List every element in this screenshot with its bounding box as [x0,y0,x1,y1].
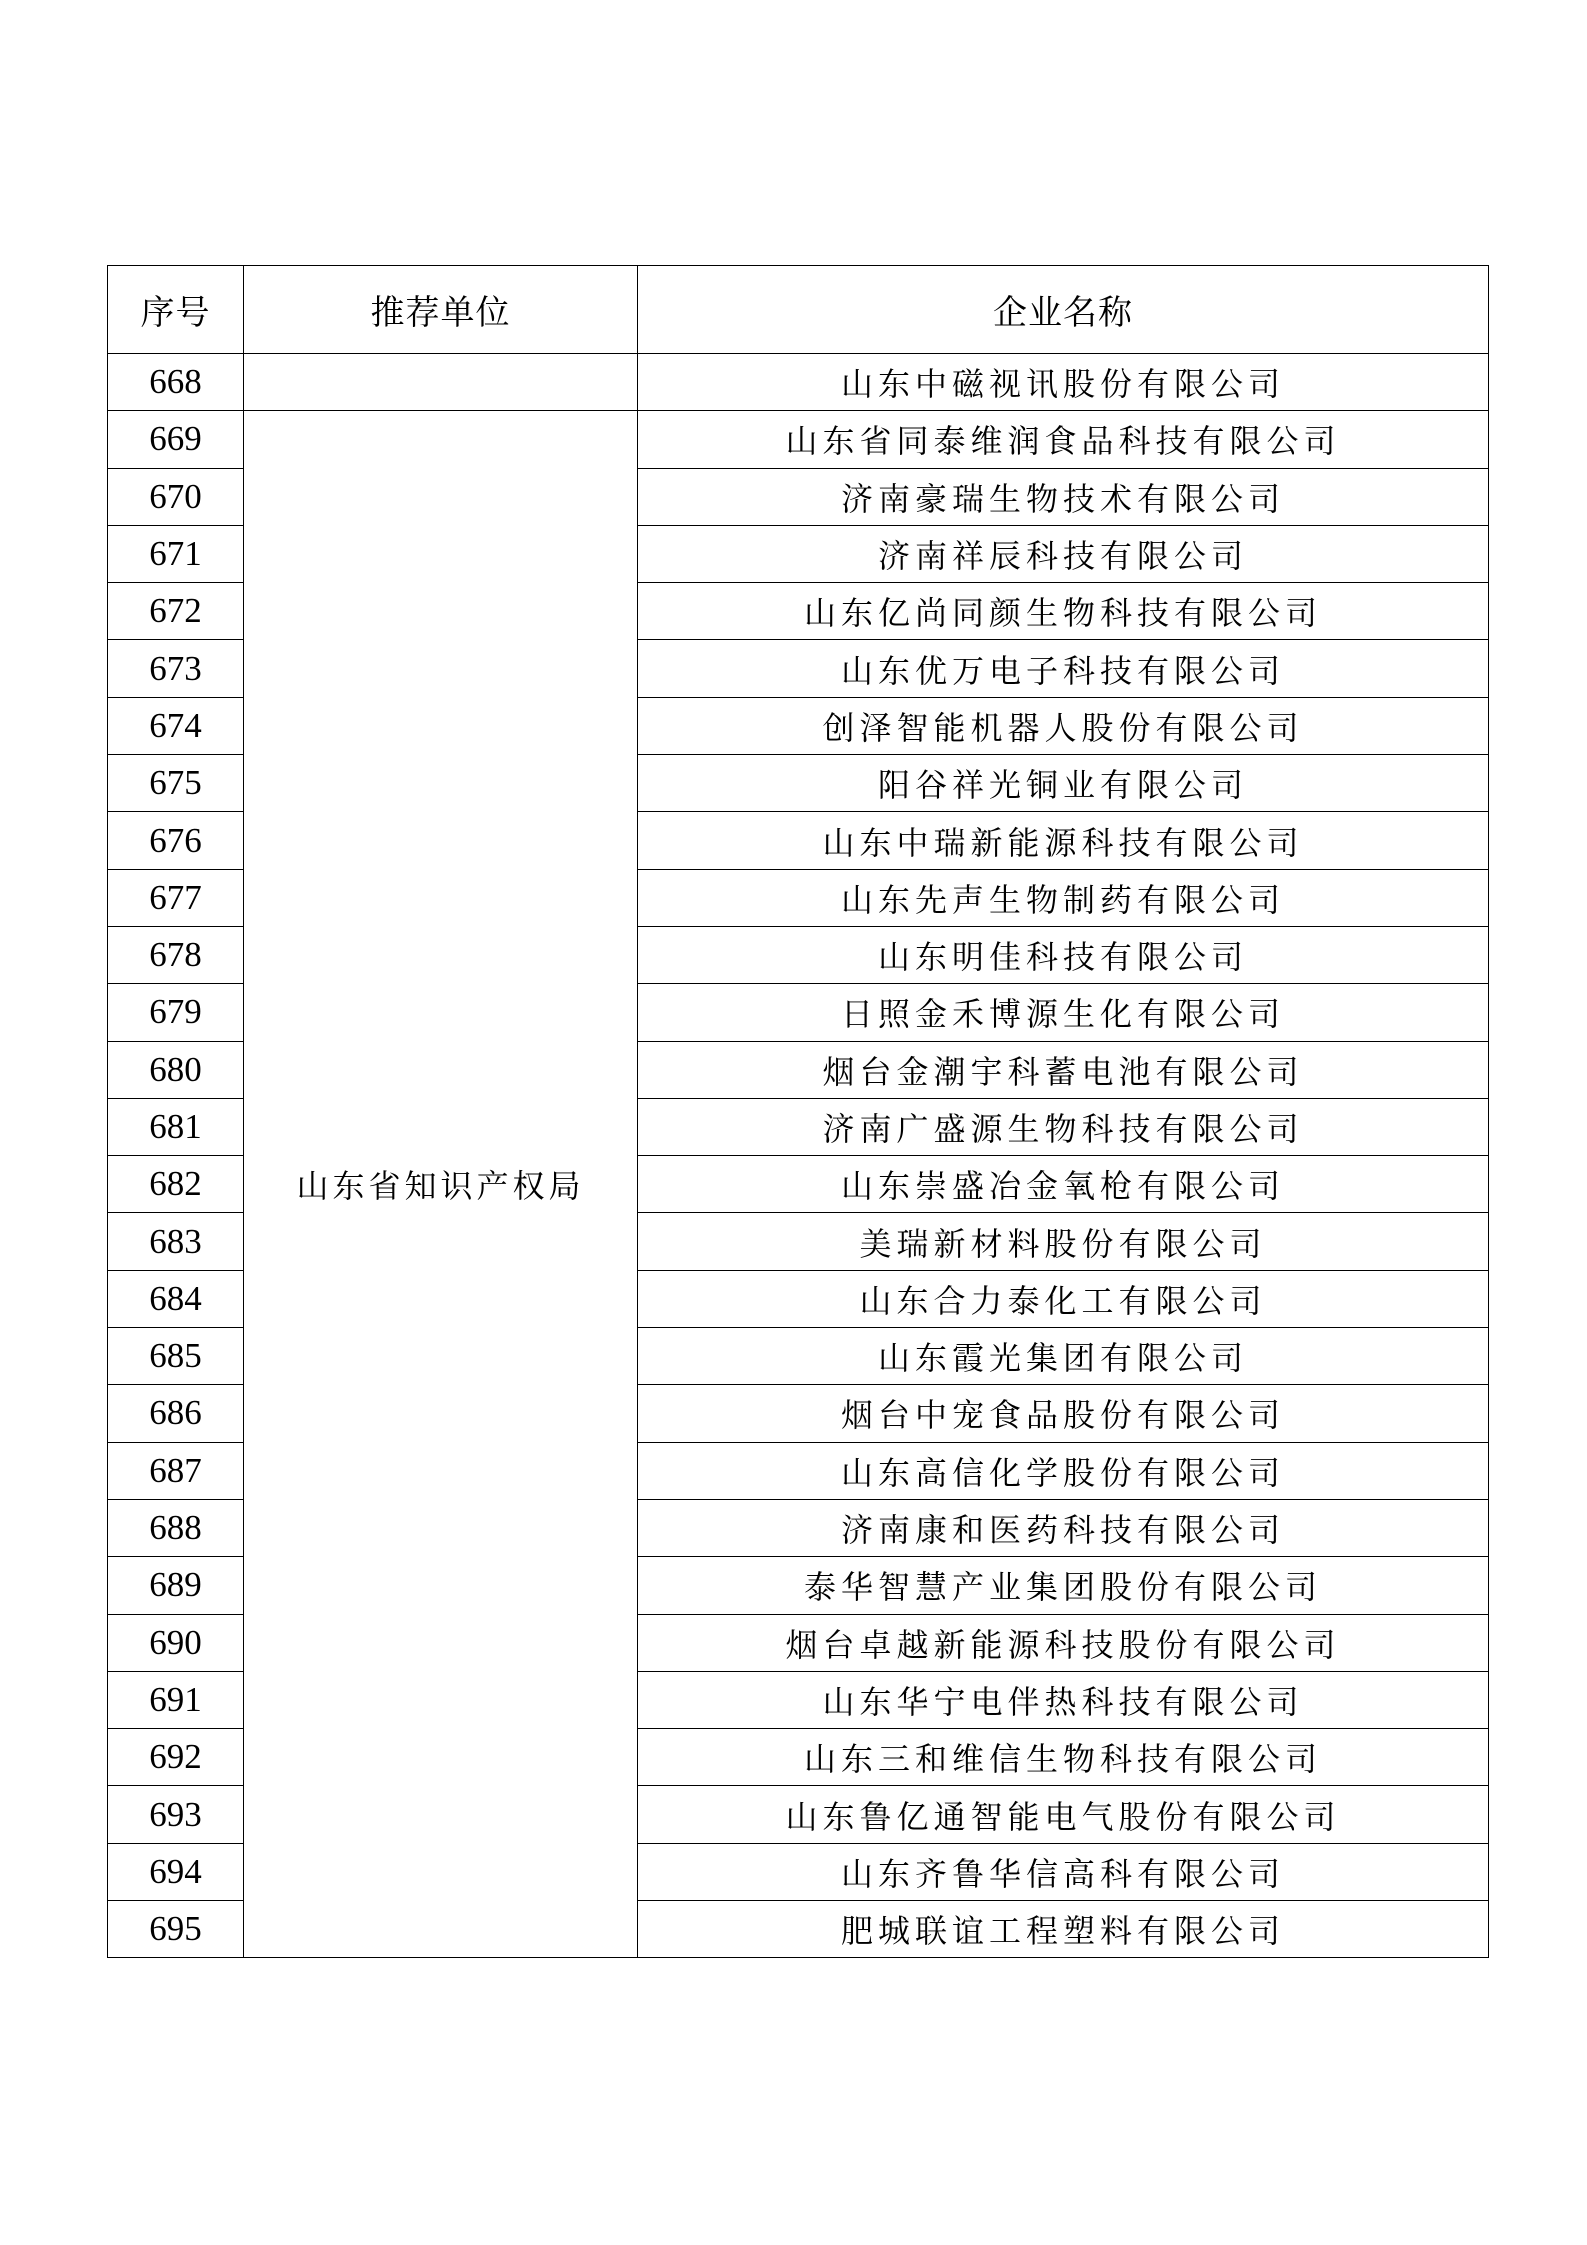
seq-cell: 685 [108,1328,244,1385]
company-cell: 日照金禾博源生化有限公司 [638,984,1489,1041]
seq-cell: 671 [108,525,244,582]
company-cell: 美瑞新材料股份有限公司 [638,1213,1489,1270]
company-cell: 肥城联谊工程塑料有限公司 [638,1901,1489,1958]
company-cell: 山东亿尚同颜生物科技有限公司 [638,583,1489,640]
seq-cell: 678 [108,926,244,983]
seq-cell: 673 [108,640,244,697]
company-cell: 泰华智慧产业集团股份有限公司 [638,1557,1489,1614]
company-table [107,265,1489,1958]
table-header [108,266,1489,354]
seq-cell: 690 [108,1614,244,1671]
company-cell: 山东合力泰化工有限公司 [638,1270,1489,1327]
table-row [108,411,1489,468]
seq-cell: 668 [108,354,244,411]
company-cell: 山东中磁视讯股份有限公司 [638,354,1489,411]
company-cell: 烟台金潮宇科蓄电池有限公司 [638,1041,1489,1098]
company-cell: 山东霞光集团有限公司 [638,1328,1489,1385]
seq-cell: 693 [108,1786,244,1843]
seq-cell: 677 [108,869,244,926]
seq-cell: 676 [108,812,244,869]
company-cell: 济南豪瑞生物技术有限公司 [638,468,1489,525]
table-body [108,354,1489,1958]
seq-cell: 691 [108,1671,244,1728]
seq-cell: 680 [108,1041,244,1098]
seq-cell: 692 [108,1729,244,1786]
company-cell: 山东华宁电伴热科技有限公司 [638,1671,1489,1728]
company-cell: 济南祥辰科技有限公司 [638,525,1489,582]
seq-cell: 688 [108,1499,244,1556]
company-cell: 山东中瑞新能源科技有限公司 [638,812,1489,869]
seq-cell: 689 [108,1557,244,1614]
seq-cell: 684 [108,1270,244,1327]
seq-cell: 672 [108,583,244,640]
company-cell: 阳谷祥光铜业有限公司 [638,755,1489,812]
seq-cell: 686 [108,1385,244,1442]
seq-cell: 681 [108,1098,244,1155]
unit-cell [244,354,638,411]
company-cell: 山东鲁亿通智能电气股份有限公司 [638,1786,1489,1843]
header-seq: 序号 [108,266,244,354]
header-unit: 推荐单位 [244,266,638,354]
seq-cell: 687 [108,1442,244,1499]
seq-cell: 679 [108,984,244,1041]
header-row [108,266,1489,354]
seq-cell: 695 [108,1901,244,1958]
seq-cell: 675 [108,755,244,812]
company-cell: 济南广盛源生物科技有限公司 [638,1098,1489,1155]
company-cell: 济南康和医药科技有限公司 [638,1499,1489,1556]
company-cell: 烟台卓越新能源科技股份有限公司 [638,1614,1489,1671]
seq-cell: 694 [108,1843,244,1900]
seq-cell: 669 [108,411,244,468]
seq-cell: 682 [108,1156,244,1213]
unit-cell: 山东省知识产权局 [244,411,638,1958]
company-cell: 山东三和维信生物科技有限公司 [638,1729,1489,1786]
seq-cell: 670 [108,468,244,525]
company-cell: 山东齐鲁华信高科有限公司 [638,1843,1489,1900]
company-cell: 山东优万电子科技有限公司 [638,640,1489,697]
header-company: 企业名称 [638,266,1489,354]
company-cell: 烟台中宠食品股份有限公司 [638,1385,1489,1442]
company-cell: 山东高信化学股份有限公司 [638,1442,1489,1499]
table-row [108,354,1489,411]
seq-cell: 683 [108,1213,244,1270]
company-cell: 山东明佳科技有限公司 [638,926,1489,983]
company-cell: 山东省同泰维润食品科技有限公司 [638,411,1489,468]
company-cell: 创泽智能机器人股份有限公司 [638,697,1489,754]
seq-cell: 674 [108,697,244,754]
company-cell: 山东先声生物制药有限公司 [638,869,1489,926]
company-cell: 山东崇盛冶金氧枪有限公司 [638,1156,1489,1213]
